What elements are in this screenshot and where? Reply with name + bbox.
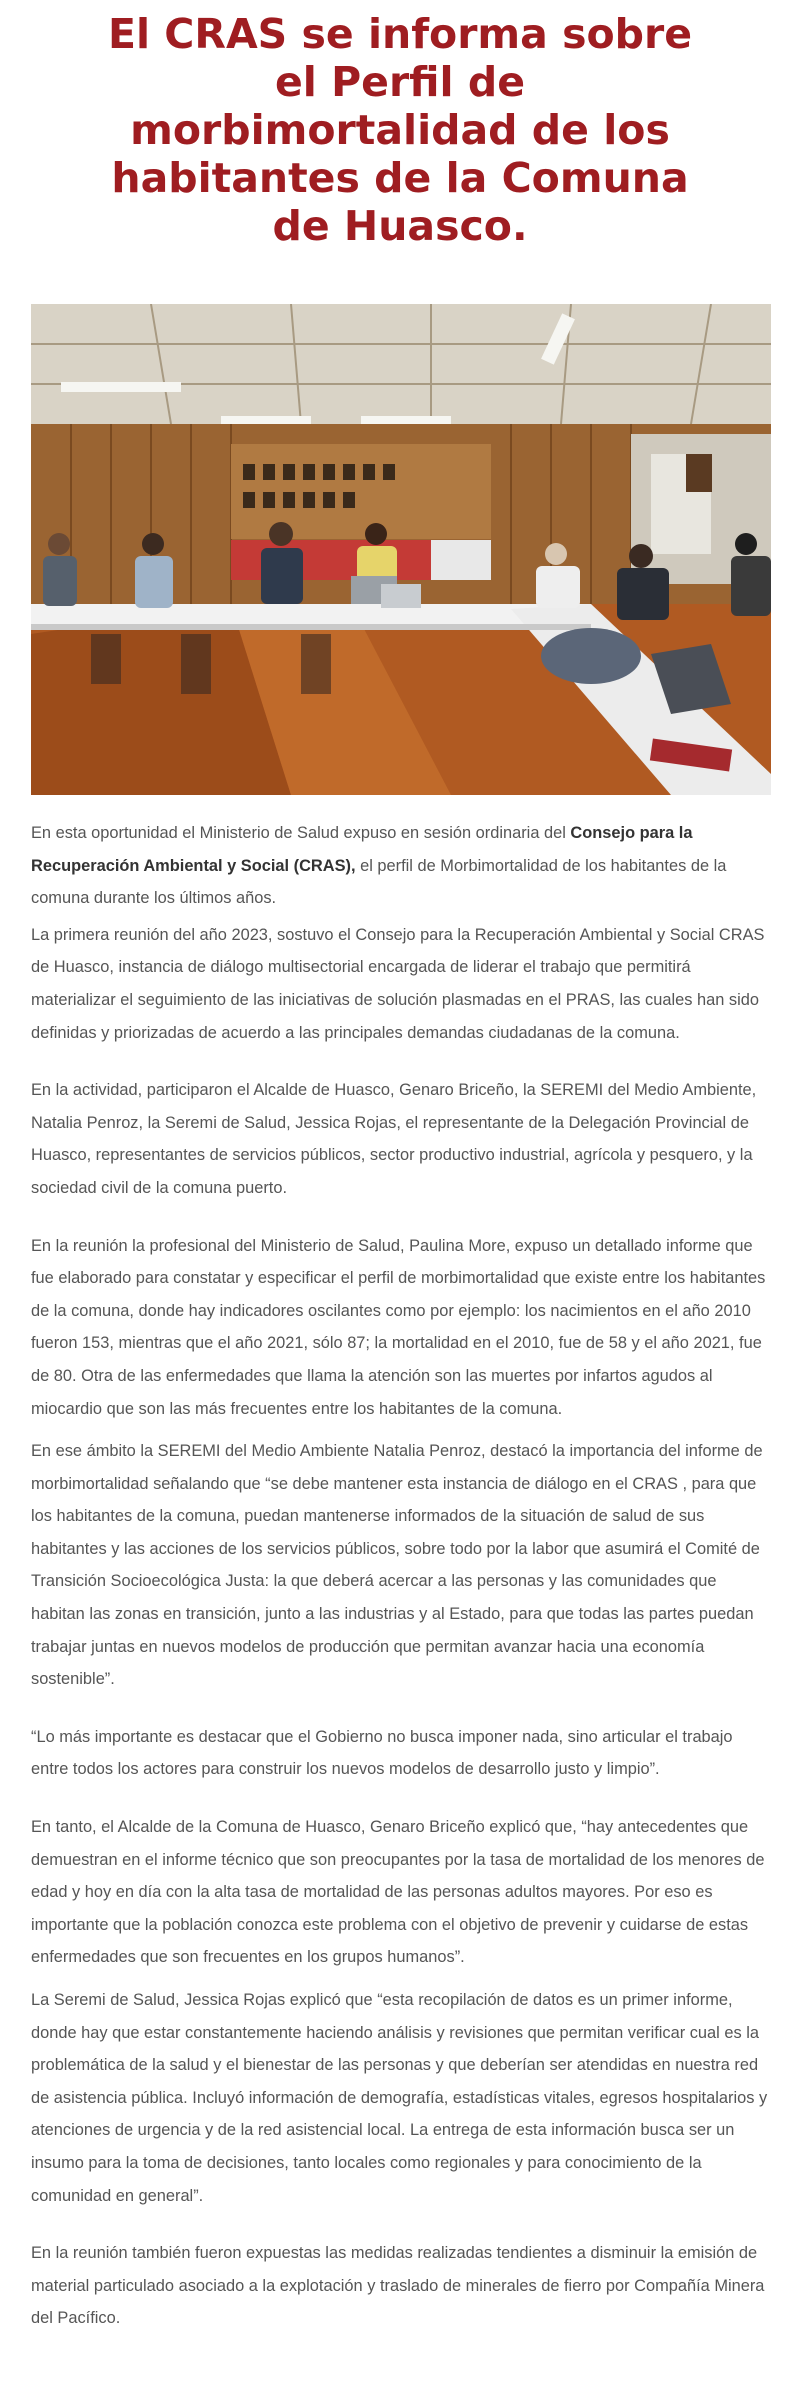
- article-body: [31, 817, 771, 2335]
- paragraph-seremi-salud: La Seremi de Salud, Jessica Rojas explicó que “esta recopilación de datos es un primer informe, donde hay que estar constantemente haciendo análisis y revisiones que permitan verificar cual es la problemática de la salud y el bienestar de las personas y que deberían ser atendidas en nuestra red de asistencia pública. Incluyó información de demografía, estadísticas vitales, egresos hospitalarios y atenciones de urgencia y de la red asistencial local. La entrega de esta información busca ser un insumo para la toma de decisiones, tanto locales como regionales y para conocimiento de la comunidad en general”.: [31, 1991, 768, 2205]
- paragraph-report: En la reunión la profesional del Ministerio de Salud, Paulina More, expuso un detallado informe que fue elaborado para constatar y especificar el perfil de morbimortalidad que existe entre los habitantes de la comuna, donde hay indicadores oscilantes como por ejemplo: los nacimientos en el año 2010 fueron 153, mientras que el año 2021, sólo 87; la mortalidad en el 2010, fue de 58 y el año 2021, fue de 80. Otra de las enfermedades que llama la atención son las muertes por infartos agudos al miocardio que son las más frecuentes entre los habitantes de la comuna.: [31, 1236, 766, 1418]
- paragraph-participants: En la actividad, participaron el Alcalde de Huasco, Genaro Briceño, la SEREMI del Medio Ambiente, Natalia Penroz, la Seremi de Salud, Jessica Rojas, el representante de la Delegación Provincial de Huasco, representantes de servicios públicos, sector productivo industrial, agrícola y pesquero, y la sociedad civil de la comuna puerto.: [31, 1081, 757, 1197]
- paragraph-alcalde: En tanto, el Alcalde de la Comuna de Huasco, Genaro Briceño explicó que, “hay antecedentes que demuestran en el informe técnico que son preocupantes por la tasa de mortalidad de los menores de edad y hoy en día con la alta tasa de mortalidad de las personas adultos mayores. Por eso es importante que la población conozca este problema con el objetivo de prevenir y cuidarse de estas enfermedades que son frecuentes en los grupos humanos”.: [31, 1818, 765, 1967]
- paragraph-medidas: En la reunión también fueron expuestas las medidas realizadas tendientes a disminuir la emisión de material particulado asociado a la explotación y traslado de minerales de fierro por Compañía Minera del Pacífico.: [31, 2244, 765, 2328]
- meeting-photo: [31, 304, 771, 795]
- cras-name: Consejo para la Recuperación Ambiental y Social (CRAS),: [31, 824, 693, 875]
- paragraph-quote: “Lo más importante es destacar que el Gobierno no busca imponer nada, sino articular el trabajo entre todos los actores para construir los nuevos modelos de desarrollo justo y limpio”.: [31, 1727, 733, 1779]
- article-title: El CRAS se informa sobre el Perfil de morbimortalidad de los habitantes de la Comuna de Huasco.: [107, 10, 693, 250]
- paragraph-meeting: La primera reunión del año 2023, sostuvo el Consejo para la Recuperación Ambiental y Social CRAS de Huasco, instancia de diálogo multisectorial encargada de liderar el trabajo que permitirá materializar el seguimiento de las iniciativas de solución plasmadas en el PRAS, las cuales han sido definidas y priorizadas de acuerdo a las principales demandas ciudadanas de la comuna.: [31, 925, 765, 1042]
- paragraph-seremi-ambiente: En ese ámbito la SEREMI del Medio Ambiente Natalia Penroz, destacó la importancia del informe de morbimortalidad señalando que “se debe mantener esta instancia de diálogo en el CRAS , para que los habitantes de la comuna, puedan mantenerse informados de la situación de salud de sus habitantes y las acciones de los servicios públicos, sobre todo por la labor que asumirá el Comité de Transición Socioecológica Justa: la que deberá acercar a las personas y las comunidades que habitan las zonas en transición, junto a las industrias y al Estado, para que todas las partes puedan trabajar juntas en nuevos modelos de producción que permitan avanzar hacia una economía sostenible”.: [31, 1442, 763, 1689]
- intro-paragraph: En esta oportunidad el Ministerio de Salud expuso en sesión ordinaria del Consejo para la Recuperación Ambiental y Social (CRAS), el perfil de Morbimortalidad de los habitantes de la comuna durante los últimos años.: [31, 824, 727, 908]
